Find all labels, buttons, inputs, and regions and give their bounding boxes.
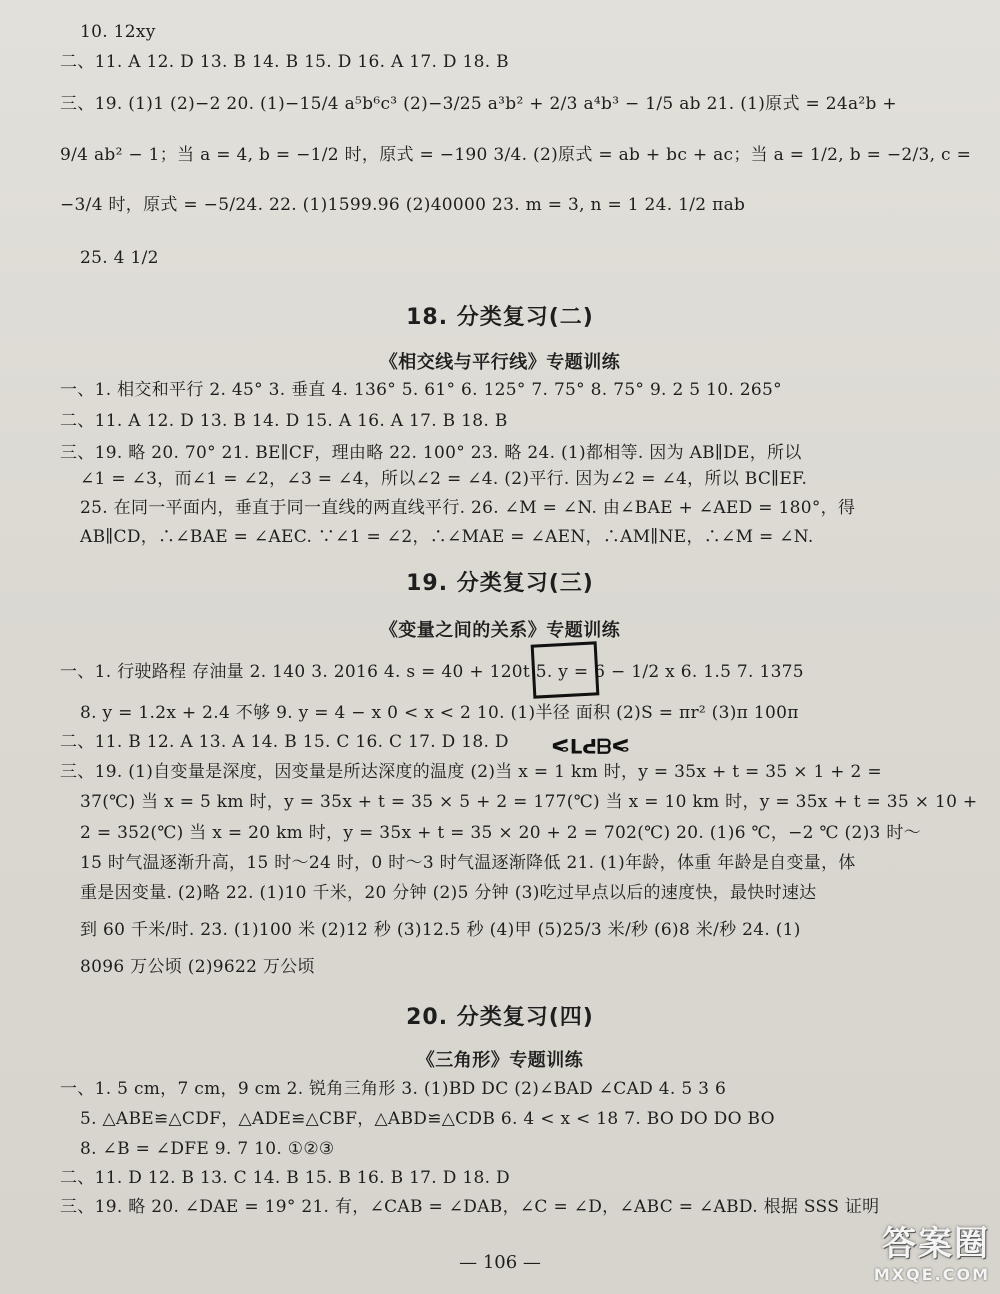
text-line: 2 = 352(℃) 当 x = 20 km 时，y = 35x + t = 35 × 20 + 2 = 702(℃) 20. (1)6 ℃，−2 ℃ (2)3 时～ [80, 823, 921, 843]
section-title: 18. 分类复习(二) [406, 305, 594, 330]
text-line: 三、19. 略 20. ∠DAE = 19° 21. 有，∠CAB = ∠DAB，∠C = ∠D，∠ABC = ∠ABD. 根据 SSS 证明 [60, 1197, 880, 1217]
text-line: 8. ∠B = ∠DFE 9. 7 10. ①②③ [80, 1139, 335, 1159]
text-line: 三、19. (1)1 (2)−2 20. (1)−15/4 a⁵b⁶c³ (2)−3/25 a³b² + 2/3 a⁴b³ − 1/5 ab 21. (1)原式 = 24a²b + [60, 94, 897, 114]
text-line: 15 时气温逐渐升高，15 时～24 时，0 时～3 时气温逐渐降低 21. (1)年龄，体重 年龄是自变量，体 [80, 853, 856, 873]
text-line: 8. y = 1.2x + 2.4 不够 9. y = 4 − x 0 < x < 2 10. (1)半径 面积 (2)S = πr² (3)π 100π [80, 703, 799, 723]
text-line: 9/4 ab² − 1；当 a = 4, b = −1/2 时，原式 = −190 3/4. (2)原式 = ab + bc + ac；当 a = 1/2, b = −2/3, c = [60, 145, 972, 165]
section-title: 19. 分类复习(三) [406, 571, 594, 596]
text-line: AB∥CD，∴∠BAE = ∠AEC. ∵∠1 = ∠2，∴∠MAE = ∠AEN，∴AM∥NE，∴∠M = ∠N. [80, 527, 814, 547]
text-line: 重是因变量. (2)略 22. (1)10 千米，20 分钟 (2)5 分钟 (3)吃过早点以后的速度快，最快时速达 [80, 883, 817, 903]
text-line: 三、19. 略 20. 70° 21. BE∥CF，理由略 22. 100° 23. 略 24. (1)都相等. 因为 AB∥DE，所以 [60, 443, 802, 463]
text-line: ∠1 = ∠3，而∠1 = ∠2，∠3 = ∠4，所以∠2 = ∠4. (2)平行. 因为∠2 = ∠4，所以 BC∥EF. [80, 469, 808, 489]
section-title: 20. 分类复习(四) [406, 1005, 594, 1030]
section-subtitle: 《变量之间的关系》专题训练 [379, 620, 621, 641]
page-number: — 106 — [459, 1252, 541, 1273]
text-line: 25. 4 1/2 [80, 248, 159, 268]
handwritten-scribble: ᕗᗺᕈᒣᕗ [551, 734, 630, 758]
text-line: 三、19. (1)自变量是深度，因变量是所达深度的温度 (2)当 x = 1 km 时，y = 35x + t = 35 × 1 + 2 = [60, 762, 882, 782]
text-line: 二、11. D 12. B 13. C 14. B 15. B 16. B 17. D 18. D [60, 1168, 510, 1188]
text-line: 37(℃) 当 x = 5 km 时，y = 35x + t = 35 × 5 + 2 = 177(℃) 当 x = 10 km 时，y = 35x + t = 35 × 10 + [80, 792, 978, 812]
text-line: 10. 12xy [80, 22, 156, 42]
handwritten-box-mark [531, 641, 600, 698]
text-line: 5. △ABE≌△CDF，△ADE≌△CBF，△ABD≌△CDB 6. 4 < x < 18 7. BO DO DO BO [80, 1109, 775, 1129]
text-line: 二、11. A 12. D 13. B 14. D 15. A 16. A 17. B 18. B [60, 411, 508, 431]
section-subtitle: 《三角形》专题训练 [416, 1050, 584, 1071]
text-line: 到 60 千米/时. 23. (1)100 米 (2)12 秒 (3)12.5 秒 (4)甲 (5)25/3 米/秒 (6)8 米/秒 24. (1) [80, 920, 801, 940]
text-line: −3/4 时，原式 = −5/24. 22. (1)1599.96 (2)40000 23. m = 3, n = 1 24. 1/2 πab [60, 195, 746, 215]
section-subtitle: 《相交线与平行线》专题训练 [379, 352, 621, 373]
watermark-text: 答案圈 [882, 1224, 990, 1264]
watermark-url: MXQE.COM [873, 1265, 990, 1284]
text-line: 8096 万公顷 (2)9622 万公顷 [80, 957, 315, 977]
text-line: 一、1. 5 cm，7 cm，9 cm 2. 锐角三角形 3. (1)BD DC (2)∠BAD ∠CAD 4. 5 3 6 [60, 1079, 727, 1099]
text-line: 25. 在同一平面内，垂直于同一直线的两直线平行. 26. ∠M = ∠N. 由∠BAE + ∠AED = 180°，得 [80, 498, 856, 518]
text-line: 二、11. A 12. D 13. B 14. B 15. D 16. A 17. D 18. B [60, 52, 509, 72]
text-line: 二、11. B 12. A 13. A 14. B 15. C 16. C 17. D 18. D [60, 732, 509, 752]
watermark-logo [800, 1216, 990, 1286]
text-line: 一、1. 行驶路程 存油量 2. 140 3. 2016 4. s = 40 + 120t 5. y = 6 − 1/2 x 6. 1.5 7. 1375 [60, 662, 804, 682]
text-line: 一、1. 相交和平行 2. 45° 3. 垂直 4. 136° 5. 61° 6. 125° 7. 75° 8. 75° 9. 2 5 10. 265° [60, 380, 782, 400]
